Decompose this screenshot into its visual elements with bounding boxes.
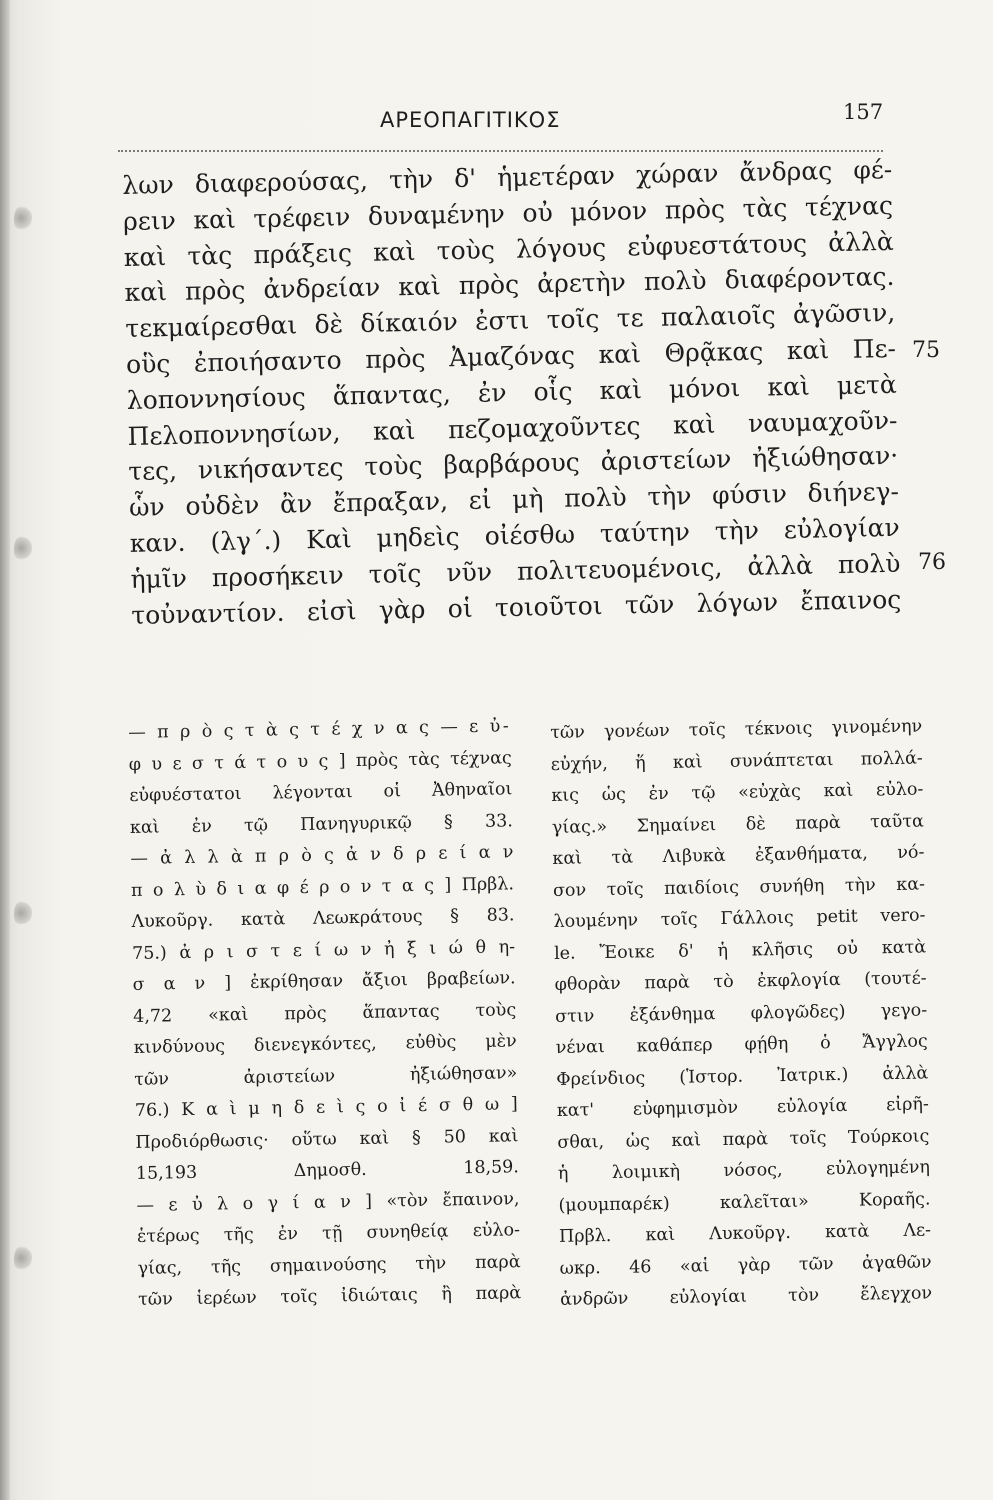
commentary-left-column — [128, 711, 533, 1316]
text-line: λοποννησίους ἅπαντας, ἐν οἷς καὶ μόνοι καὶ μετὰ — [126, 369, 897, 415]
note-line: ἡ λοιμικὴ νόσος, εὐλογημένη — [557, 1157, 931, 1184]
text-line: ὧν οὐδὲν ἂν ἔπραξαν, εἰ μὴ πολὺ τὴν φύσιν διήνεγ- — [128, 476, 900, 523]
note-line: (μουμπαρέκ) καλεῖται» Κοραῆς. — [558, 1188, 931, 1216]
note-line: φθορὰν παρὰ τὸ ἐκφλογία (τουτέ- — [554, 968, 927, 995]
note-line: νέναι καθάπερ φῄθη ὁ Ἄγγλος — [555, 1031, 928, 1058]
note-line: κις ὡς ἐν τῷ «εὐχὰς καὶ εὐλο- — [551, 779, 924, 806]
note-line: ἀνδρῶν εὐλογίαι τὸν ἔλεγχον — [559, 1283, 933, 1310]
note-line: — ε ὐ λ ο γ ί α ν ] «τὸν ἔπαινον, — [136, 1188, 520, 1216]
note-line: 76.) Κ α ὶ μ η δ ε ὶ ς ο ἰ έ σ θ ω ] — [134, 1094, 518, 1121]
note-line: καὶ ἐν τῷ Πανηγυρικῷ § 33. — [129, 810, 514, 838]
margin-line-number: 75 — [912, 338, 940, 363]
note-line: 75.) ἀ ρ ι σ τ ε ί ω ν ἠ ξ ι ώ θ η- — [131, 936, 516, 964]
note-line: ἑτέρως τῆς ἐν τῇ συνηθείᾳ εὐλο- — [136, 1220, 521, 1247]
note-line: εὐχήν, ἥ καὶ συνάπτεται πολλά- — [550, 748, 923, 775]
main-text — [122, 152, 912, 634]
margin-stain — [14, 1245, 32, 1271]
note-line: καὶ τὰ Λιβυκὰ ἐξανθήματα, νό- — [552, 842, 925, 869]
text-line: λων διαφερούσας, τὴν δ' ἡμετέραν χώραν ἄνδρας φέ- — [122, 154, 893, 200]
note-line: στιν ἐξάνθημα φλογῶδες) γεγο- — [555, 999, 928, 1027]
text-line: καὶ πρὸς ἀνδρείαν καὶ πρὸς ἀρετὴν πολὺ διαφέροντας. — [124, 262, 895, 308]
note-line: τῶν ἀριστείων ἠξιώθησαν» — [134, 1062, 518, 1090]
note-line: — π ρ ὸ ς τ ὰ ς τ έ χ ν α ς — ε ὐ- — [128, 716, 512, 743]
text-line: οὓς ἐποιήσαντο πρὸς Ἀμαζόνας καὶ Θρᾷκας καὶ Πε- — [125, 333, 897, 379]
margin-line-number: 76 — [918, 550, 946, 575]
text-line: τεκμαίρεσθαι δὲ δίκαιόν ἐστι τοῖς τε παλαιοῖς ἀγῶσιν, — [125, 298, 896, 344]
note-line: τῶν γονέων τοῖς τέκνοις γινομένην — [550, 716, 923, 743]
page-binding-edge — [0, 0, 10, 1500]
note-line: τῶν ἱερέων τοῖς ἰδιώταις ἢ παρὰ — [137, 1283, 522, 1310]
note-line: σθαι, ὡς καὶ παρὰ τοῖς Τούρκοις — [557, 1125, 930, 1153]
margin-stain — [14, 205, 32, 231]
note-line: κατ' εὐφημισμὸν εὐλογία εἰρῆ- — [556, 1094, 929, 1121]
note-line: γίας, τῆς σημαινούσης τὴν παρὰ — [137, 1251, 521, 1279]
text-line: τοὐναντίον. εἰσὶ γὰρ οἱ τοιοῦτοι τῶν λόγων ἔπαινος — [131, 584, 902, 630]
note-line: 4,72 «καὶ πρὸς ἅπαντας τοὺς — [133, 999, 517, 1027]
note-line: Προδιόρθωσις· οὕτω καὶ § 50 καὶ — [135, 1125, 519, 1153]
note-line: 15,193 Δημοσθ. 18,59. — [135, 1157, 520, 1184]
commentary-right-column — [550, 711, 943, 1316]
header-rule — [118, 150, 883, 152]
text-line: ρειν καὶ τρέφειν δυναμένην οὐ μόνον πρὸς τὰς τέχνας — [122, 190, 894, 236]
text-line: Πελοποννησίων, καὶ πεζομαχοῦντες καὶ ναυμαχοῦν- — [127, 405, 898, 451]
note-line: λουμένην τοῖς Γάλλοις petit vero- — [553, 905, 926, 932]
text-line: τες, νικήσαντες τοὺς βαρβάρους ἀριστείων ἠξιώθησαν· — [128, 441, 899, 487]
note-line: κινδύνους διενεγκόντες, εὐθὺς μὲν — [133, 1031, 517, 1058]
note-line: Λυκοῦργ. κατὰ Λεωκράτους § 83. — [131, 905, 515, 932]
running-title: ΑΡΕΟΠΑΓΙΤΙΚΟΣ — [380, 108, 561, 132]
text-line: καὶ τὰς πράξεις καὶ τοὺς λόγους εὐφυεστάτους ἀλλὰ — [123, 226, 895, 272]
note-line: σ α ν ] ἐκρίθησαν ἄξιοι βραβείων. — [132, 968, 516, 995]
note-line: Φρείνδιος (Ἱστορ. Ἰατρικ.) ἀλλὰ — [556, 1062, 929, 1090]
note-line: le. Ἔοικε δ' ἡ κλῆσις οὐ κατὰ — [553, 936, 927, 964]
note-line: σον τοῖς παιδίοις συνήθη τὴν κα- — [552, 873, 926, 901]
note-line: Πρβλ. καὶ Λυκοῦργ. κατὰ Λε- — [558, 1220, 932, 1247]
page-number: 157 — [843, 100, 884, 124]
text-line: ἡμῖν προσήκειν τοῖς νῦν πολιτευομένοις, ἀλλὰ πολὺ — [130, 548, 901, 594]
note-line: — ἀ λ λ ὰ π ρ ὸ ς ἀ ν δ ρ ε ί α ν — [130, 842, 514, 869]
note-line: φ υ ε σ τ ά τ ο υ ς ] πρὸς τὰς τέχνας — [128, 747, 512, 775]
margin-stain — [14, 900, 32, 926]
text-line: καν. (λγ΄.) Καὶ μηδεὶς οἰέσθω ταύτην τὴν εὐλογίαν — [129, 512, 900, 558]
note-line: π ο λ ὺ δ ι α φ έ ρ ο ν τ α ς ] Πρβλ. — [130, 873, 515, 901]
note-line: γίας.» Σημαίνει δὲ παρὰ ταῦτα — [551, 810, 925, 838]
note-line: ωκρ. 46 «αἱ γὰρ τῶν ἀγαθῶν — [559, 1251, 932, 1279]
note-line: εὐφυέστατοι λέγονται οἱ Ἀθηναῖοι — [129, 779, 513, 806]
margin-stain — [14, 535, 32, 561]
